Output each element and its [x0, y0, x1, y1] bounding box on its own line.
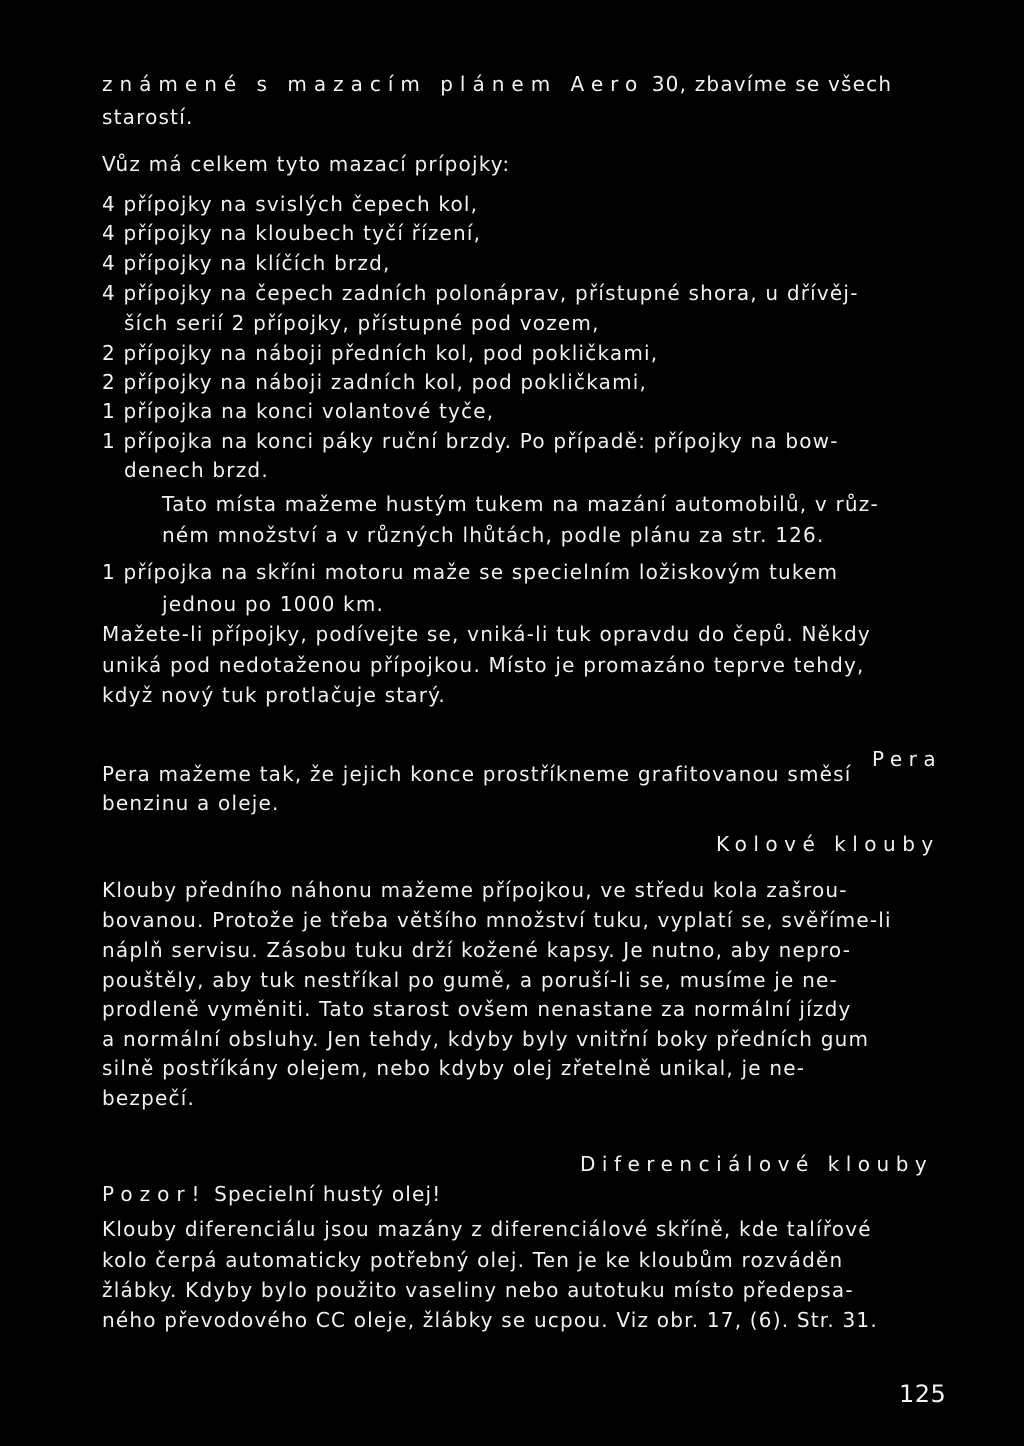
list-item: 2 přípojky na náboji zadních kol, pod pokličkami, [102, 370, 648, 394]
text-line: a normální obsluhy. Jen tehdy, kdyby byly vnitřní boky předních gum [102, 1027, 870, 1051]
text-line: Klouby předního náhonu mažeme přípojkou, ve středu kola zašrou- [102, 878, 848, 902]
spaced-text: Pozor! [102, 1182, 207, 1206]
list-item-continuation: denech brzd. [124, 458, 269, 482]
text-line: žlábky. Kdyby bylo použito vaseliny nebo autotuku místo předepsa- [102, 1278, 854, 1302]
list-item: 1 přípojka na konci páky ruční brzdy. Po případě: přípojky na bow- [102, 429, 839, 453]
list-item: 4 přípojky na klíčích brzd, [102, 251, 391, 275]
text-line: pouštěly, aby tuk nestříkal po gumě, a poruší-li se, musíme je ne- [102, 968, 838, 992]
text-line: jednou po 1000 km. [162, 592, 385, 616]
list-item: 4 přípojky na svislých čepech kol, [102, 192, 479, 216]
text-line: prodleně vyměniti. Tato starost ovšem nenastane za normální jízdy [102, 997, 852, 1021]
list-item: 4 přípojky na čepech zadních polonáprav, přístupné shora, u dřívěj- [102, 281, 859, 305]
text-line [102, 70, 892, 98]
spaced-text: známené s mazacím plánem Aero [102, 72, 645, 96]
text-line [102, 1180, 442, 1208]
text-line: Pera mažeme tak, že jejich konce prostříkneme grafitovanou směsí [102, 762, 852, 786]
text-line: ném množství a v různých lhůtách, podle plánu za str. 126. [162, 523, 825, 547]
text: Specielní hustý olej! [206, 1182, 442, 1206]
list-item: 1 přípojka na konci volantové tyče, [102, 399, 495, 423]
list-item: 2 přípojky na náboji předních kol, pod pokličkami, [102, 341, 659, 365]
text-line: ného převodového CC oleje, žlábky se ucpou. Viz obr. 17, (6). Str. 31. [102, 1308, 878, 1332]
list-item: 4 přípojky na kloubech tyčí řízení, [102, 221, 482, 245]
text-line: Mažete-li přípojky, podívejte se, vniká-li tuk opravdu do čepů. Někdy [102, 622, 871, 646]
text-line: bovanou. Protože je třeba většího množství tuku, vyplatí se, svěříme-li [102, 908, 892, 932]
text-line: Vůz má celkem tyto mazací prípojky: [102, 152, 511, 176]
text-line: silně postříkány olejem, nebo kdyby olej zřetelně unikal, je ne- [102, 1056, 806, 1080]
text-line: kolo čerpá automaticky potřebný olej. Ten je ke kloubům rozváděn [102, 1248, 844, 1272]
text-line: starostí. [102, 105, 194, 129]
text-line: když nový tuk protlačuje starý. [102, 683, 446, 707]
text-line: Tato místa mažeme hustým tukem na mazání automobilů, v růz- [162, 492, 879, 516]
section-heading: Pera [872, 747, 943, 771]
section-heading: Diferenciálové klouby [580, 1152, 934, 1176]
text: 30, zbavíme se všech [644, 72, 893, 96]
list-item-continuation: ších serií 2 přípojky, přístupné pod vozem, [124, 311, 600, 335]
page-number: 125 [899, 1380, 947, 1408]
text-line: benzinu a oleje. [102, 791, 280, 815]
text-line: Klouby diferenciálu jsou mazány z diferenciálové skříně, kde talířové [102, 1217, 872, 1241]
text-line: uniká pod nedotaženou přípojkou. Místo je promazáno teprve tehdy, [102, 653, 865, 677]
text-line: náplň servisu. Zásobu tuku drží kožené kapsy. Je nutno, aby nepro- [102, 938, 852, 962]
text-line: 1 přípojka na skříni motoru maže se specielním ložiskovým tukem [102, 560, 839, 584]
text-line: bezpečí. [102, 1086, 196, 1110]
section-heading: Kolové klouby [716, 832, 940, 856]
